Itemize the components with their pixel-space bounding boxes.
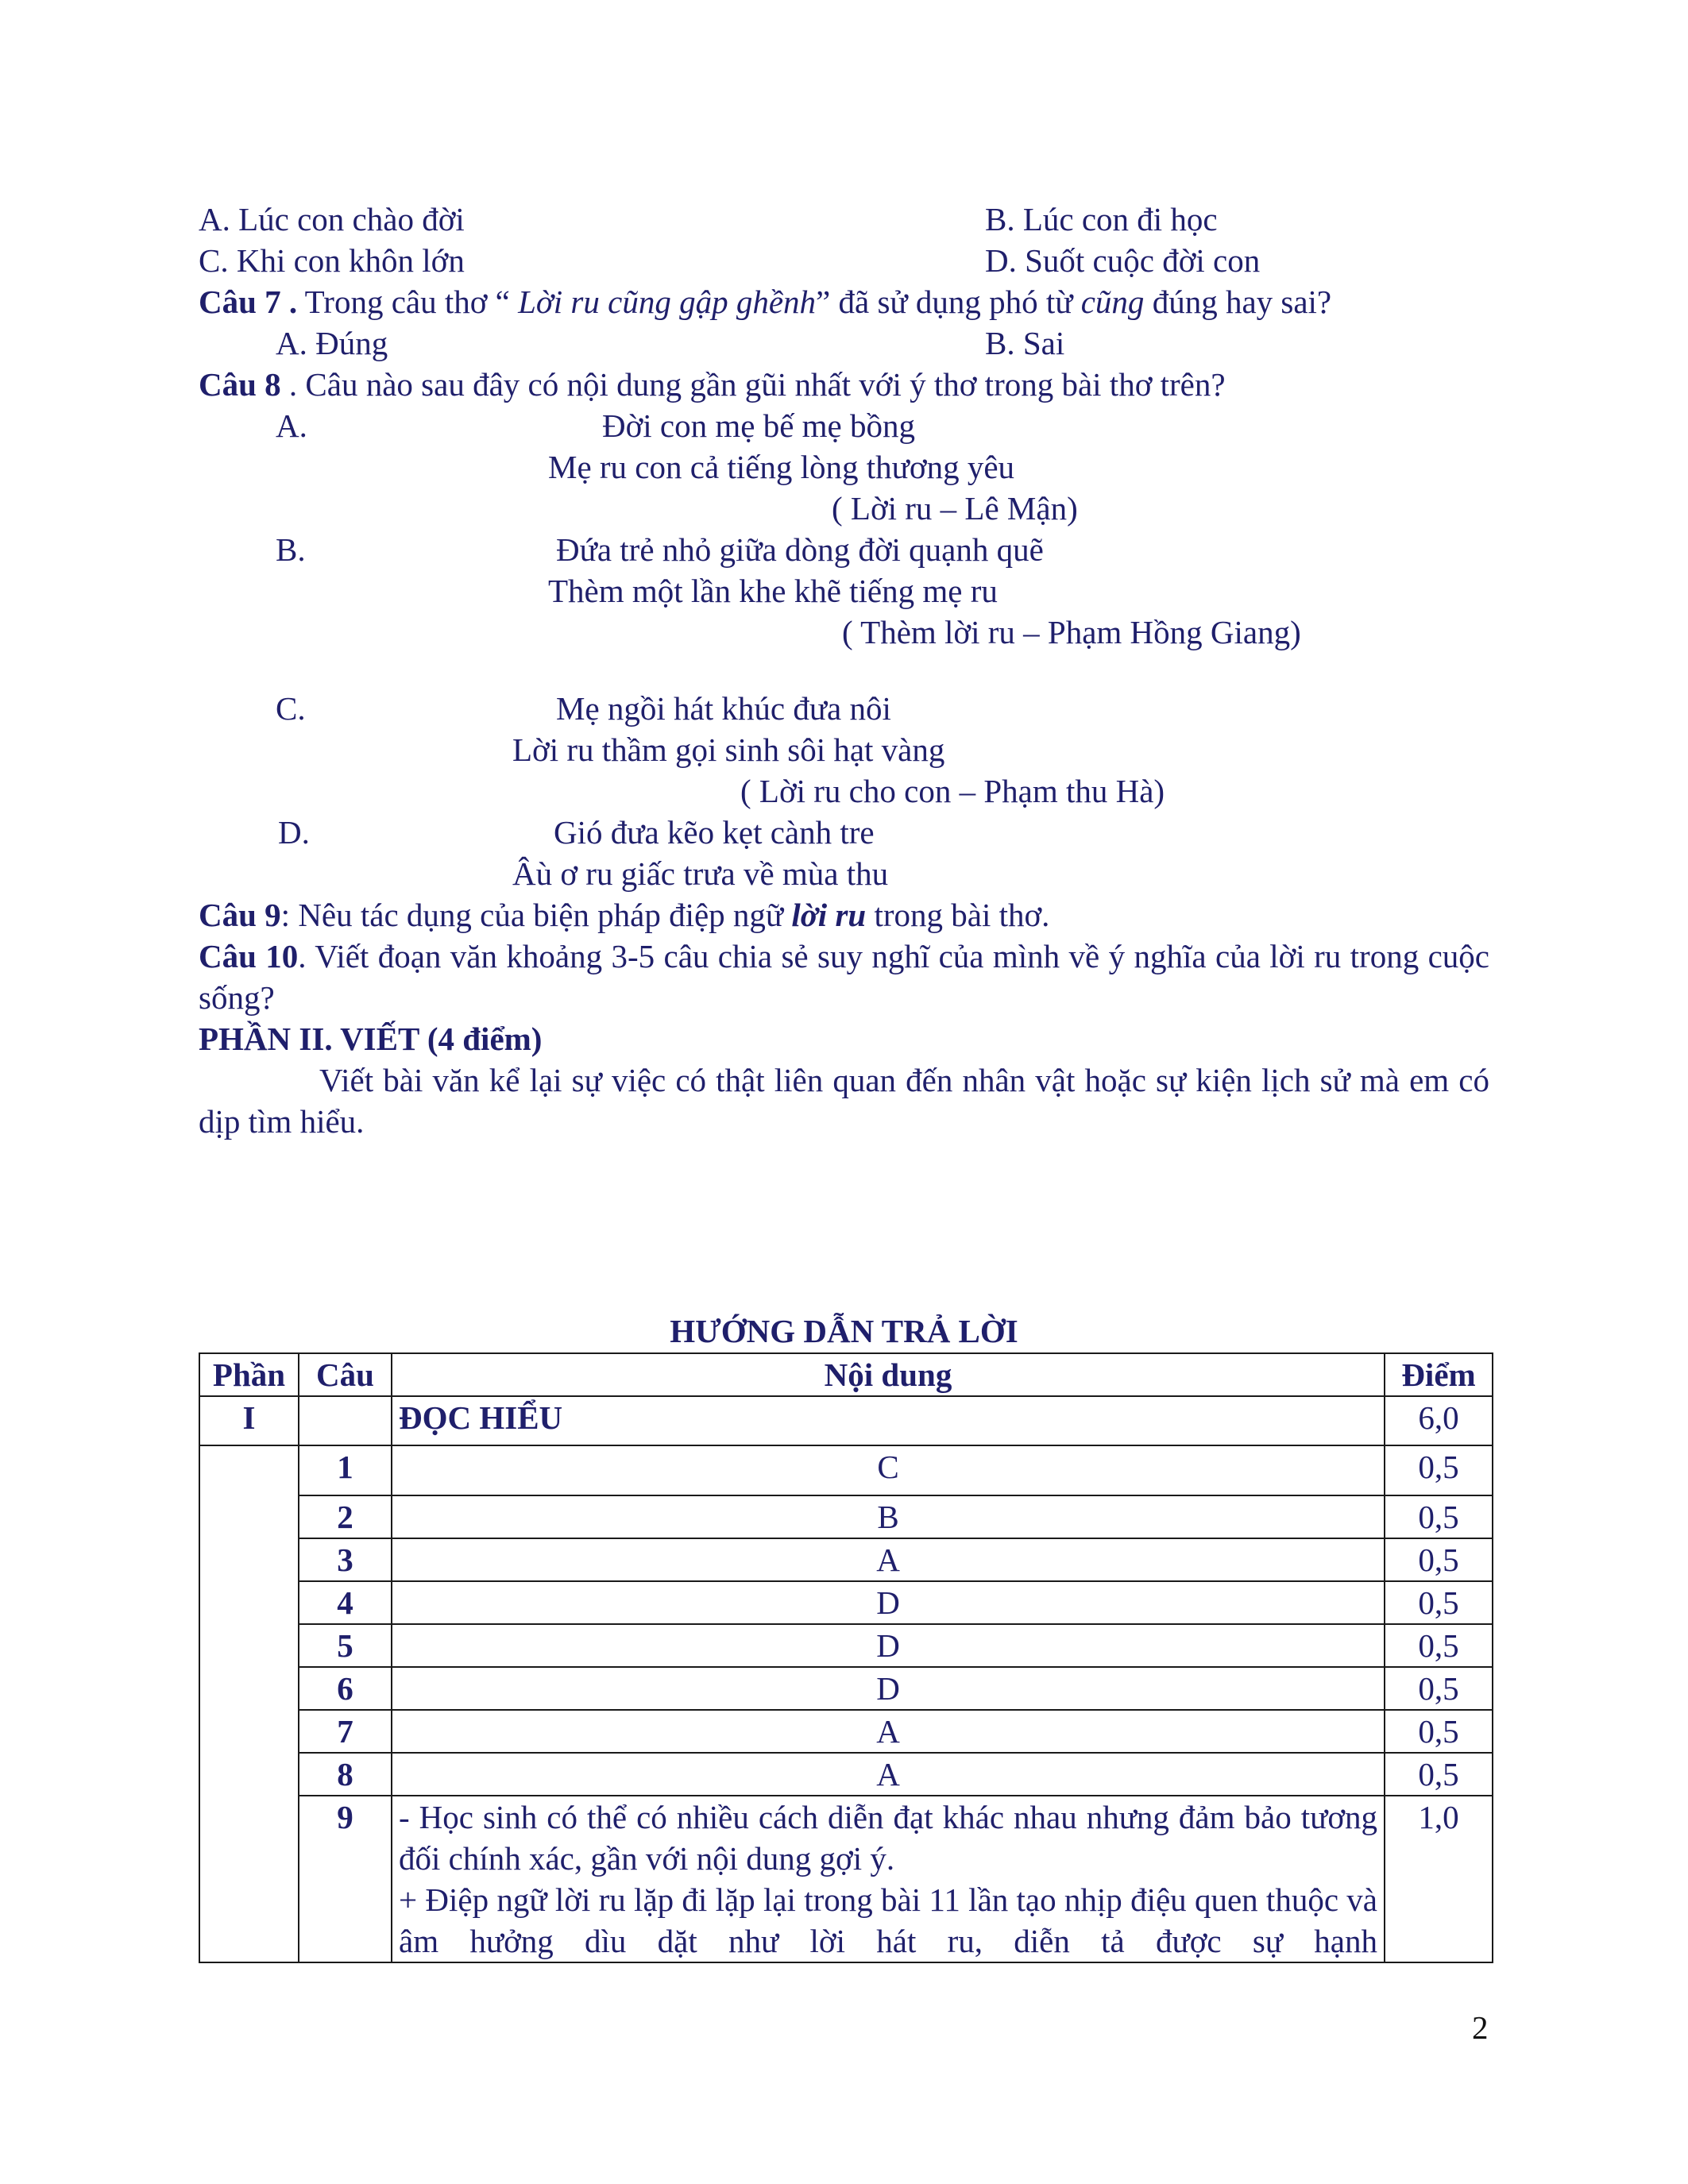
answer-description-line: - Học sinh có thể có nhiều cách diễn đạt khác nhau nhưng đảm bảo tương đối chính xác, gần với nội dung gợi ý.: [399, 1799, 1377, 1877]
table-header-row: [199, 1353, 1493, 1396]
q9-question: [199, 894, 1049, 936]
q10-text: . Viết đoạn văn khoảng 3-5 câu chia sẻ suy nghĩ của mình về ý nghĩa của lời ru trong cuộc sống?: [199, 938, 1489, 1016]
q8-b-source: ( Thèm lời ru – Phạm Hồng Giang): [842, 614, 1301, 650]
q8-b-label: B.: [276, 531, 306, 568]
score-cell: 0,5: [1385, 1581, 1493, 1624]
q10-question: [199, 936, 1489, 1018]
q6-option-d: D. Suốt cuộc đời con: [985, 242, 1261, 279]
q7-option-b: B. Sai: [985, 325, 1065, 361]
q7-text: đúng hay sai?: [1144, 284, 1332, 320]
question-number: 5: [299, 1624, 392, 1667]
q8-c-source: ( Lời ru cho con – Phạm thu Hà): [740, 773, 1165, 809]
header-part: Phần: [199, 1353, 299, 1396]
answer-cell: A: [392, 1753, 1385, 1796]
part2-heading: PHẦN II. VIẾT (4 điểm): [199, 1021, 543, 1057]
answer-cell: D: [392, 1581, 1385, 1624]
q6-option-a: A. Lúc con chào đời: [199, 201, 465, 237]
q8-text: . Câu nào sau đây có nội dung gần gũi nhất với ý thơ trong bài thơ trên?: [280, 366, 1226, 403]
header-content: Nội dung: [392, 1353, 1385, 1396]
q7-option-a: A. Đúng: [276, 325, 388, 361]
q8-b-verse: Thèm một lần khe khẽ tiếng mẹ ru: [548, 573, 998, 609]
guide-title: HƯỚNG DẪN TRẢ LỜI: [670, 1313, 1018, 1349]
question-number: 7: [299, 1710, 392, 1753]
table-row: [199, 1710, 1493, 1753]
table-row: [199, 1753, 1493, 1796]
table-row-9: [199, 1796, 1493, 1962]
question-number: 4: [299, 1581, 392, 1624]
section-part: I: [199, 1396, 299, 1445]
question-number: 8: [299, 1753, 392, 1796]
question-number: 6: [299, 1667, 392, 1710]
answer-cell: A: [392, 1710, 1385, 1753]
answer-cell: B: [392, 1495, 1385, 1538]
score-cell: 0,5: [1385, 1495, 1493, 1538]
score-cell: 0,5: [1385, 1624, 1493, 1667]
q8-c-label: C.: [276, 690, 306, 727]
answer-cell: D: [392, 1624, 1385, 1667]
table-row: [199, 1495, 1493, 1538]
q8-d-verse: Âù ơ ru giấc trưa về mùa thu: [512, 855, 889, 892]
q8-question: [199, 364, 1226, 405]
answer-cell: A: [392, 1538, 1385, 1581]
q9-text: trong bài thơ.: [866, 897, 1050, 933]
q10-label: Câu 10: [199, 938, 299, 974]
q7-quote: Lời ru cũng gập ghềnh: [518, 284, 817, 320]
q8-a-source: ( Lời ru – Lê Mận): [832, 490, 1078, 527]
section-score: 6,0: [1385, 1396, 1493, 1445]
table-row-section: [199, 1396, 1493, 1445]
q8-a-label: A.: [276, 407, 307, 444]
question-number: 3: [299, 1538, 392, 1581]
q8-a-verse: Đời con mẹ bế mẹ bồng: [602, 407, 916, 444]
table-row: [199, 1667, 1493, 1710]
score-cell: 0,5: [1385, 1445, 1493, 1495]
score-cell: 0,5: [1385, 1710, 1493, 1753]
q8-b-verse: Đứa trẻ nhỏ giữa dòng đời quạnh quẽ: [556, 531, 1044, 568]
part-merged-cell: [199, 1445, 299, 1962]
answer-table: [199, 1352, 1493, 1963]
part2-prompt: Viết bài văn kể lại sự việc có thật liên quan đến nhân vật hoặc sự kiện lịch sử mà em có dịp tìm hiểu.: [199, 1062, 1489, 1140]
question-number: 2: [299, 1495, 392, 1538]
q8-a-verse: Mẹ ru con cả tiếng lòng thương yêu: [548, 449, 1015, 485]
answer-description-line: + Điệp ngữ lời ru lặp đi lặp lại trong bài 11 lần tạo nhịp điệu quen thuộc và âm hưởng dìu dặt như lời hát ru, diễn tả được sự hạnh: [399, 1881, 1377, 1959]
q8-c-verse: Lời ru thầm gọi sinh sôi hạt vàng: [512, 731, 945, 768]
q8-c-verse: Mẹ ngồi hát khúc đưa nôi: [556, 690, 891, 727]
answer-cell: D: [392, 1667, 1385, 1710]
table-row: [199, 1581, 1493, 1624]
q7-label: Câu 7 .: [199, 284, 298, 320]
answer-description: [392, 1796, 1385, 1962]
table-row: [199, 1624, 1493, 1667]
table-row: [199, 1538, 1493, 1581]
q8-label: Câu 8: [199, 366, 281, 403]
answer-cell: C: [392, 1445, 1385, 1495]
q7-question: [199, 281, 1331, 322]
empty-cell: [299, 1396, 392, 1445]
question-number: 9: [299, 1796, 392, 1962]
q6-option-c: C. Khi con khôn lớn: [199, 242, 465, 279]
q9-label: Câu 9: [199, 897, 281, 933]
q6-option-b: B. Lúc con đi học: [985, 201, 1218, 237]
q7-word: cũng: [1080, 284, 1145, 320]
q8-d-label: D.: [278, 814, 310, 851]
score-cell: 0,5: [1385, 1753, 1493, 1796]
header-question: Câu: [299, 1353, 392, 1396]
page-number: 2: [1472, 2009, 1489, 2046]
q7-text: ” đã sử dụng phó từ: [816, 284, 1081, 320]
q8-d-verse: Gió đưa kẽo kẹt cành tre: [554, 814, 875, 851]
question-number: 1: [299, 1445, 392, 1495]
q7-text: Trong câu thơ “: [297, 284, 519, 320]
score-cell: 0,5: [1385, 1667, 1493, 1710]
header-score: Điểm: [1385, 1353, 1493, 1396]
table-row: [199, 1445, 1493, 1495]
score-cell: 0,5: [1385, 1538, 1493, 1581]
q9-text: : Nêu tác dụng của biện pháp điệp ngữ: [280, 897, 792, 933]
q9-term: lời ru: [791, 897, 867, 933]
score-cell: 1,0: [1385, 1796, 1493, 1962]
section-content: ĐỌC HIỂU: [392, 1396, 1385, 1445]
